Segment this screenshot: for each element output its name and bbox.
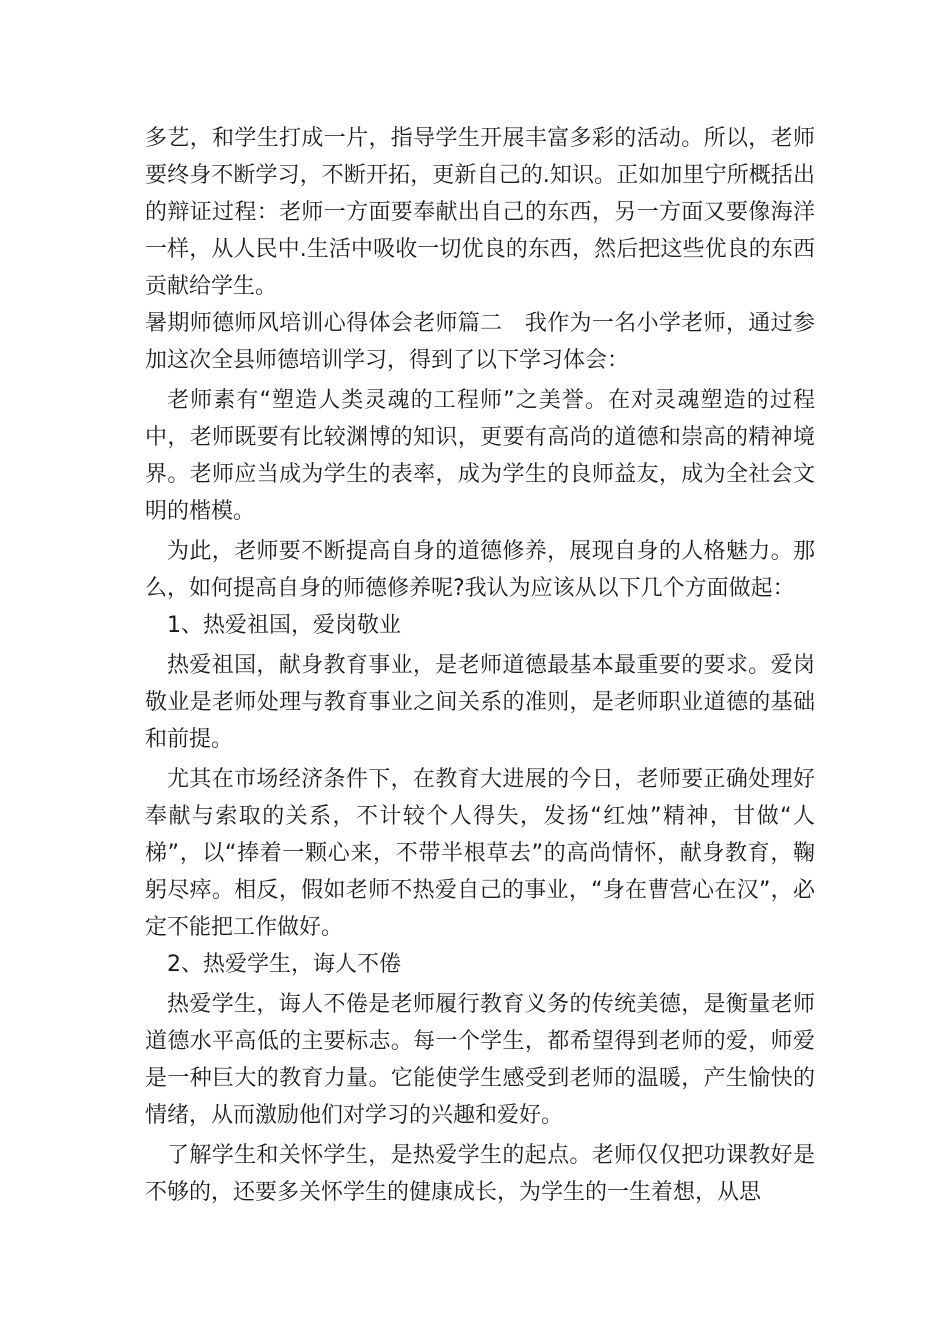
paragraph-section-title: 暑期师德师风培训心得体会老师篇二 我作为一名小学老师，通过参加这次全县师德培训学习，得到了以下学习体会： (145, 311, 815, 373)
section-heading: 2、热爱学生，诲人不倦 (167, 952, 401, 977)
paragraph: 热爱学生，诲人不倦是老师履行教育义务的传统美德，是衡量老师道德水平高低的主要标志。每一个学生，都希望得到老师的爱，师爱是一种巨大的教育力量。它能使学生感受到老师的温暖，产生愉快的情绪，从而激励他们对学习的兴趣和爱好。 (145, 992, 815, 1128)
paragraph: 了解学生和关怀学生，是热爱学生的起点。老师仅仅把功课教好是不够的，还要多关怀学生的健康成长，为学生的一生着想，从思 (145, 1143, 815, 1205)
document-body (145, 120, 815, 1211)
paragraph: 热爱祖国，献身教育事业，是老师道德最基本最重要的要求。爱岗敬业是老师处理与教育事业之间关系的准则，是老师职业道德的基础和前提。 (145, 653, 815, 752)
paragraph: 老师素有“塑造人类灵魂的工程师”之美誉。在对灵魂塑造的过程中，老师既要有比较渊博的知识，更要有高尚的道德和崇高的精神境界。老师应当成为学生的表率，成为学生的良师益友，成为全社会文明的楷模。 (145, 388, 815, 524)
paragraph: 为此，老师要不断提高自身的道德修养，展现自身的人格魅力。那么，如何提高自身的师德修养呢?我认为应该从以下几个方面做起： (145, 539, 815, 601)
paragraph: 尤其在市场经济条件下，在教育大进展的今日，老师要正确处理好奉献与索取的关系，不计较个人得失，发扬“红烛”精神，甘做“人梯”，以“捧着一颗心来，不带半根草去”的高尚情怀，献身教育，鞠躬尽瘁。相反，假如老师不热爱自己的事业，“身在曹营心在汉”，必定不能把工作做好。 (145, 767, 815, 940)
paragraph: 多艺，和学生打成一片，指导学生开展丰富多彩的活动。所以，老师要终身不断学习，不断开拓，更新自己的.知识。正如加里宁所概括出的辩证过程：老师一方面要奉献出自己的东西，另一方面又要像海洋一样，从人民中.生活中吸收一切优良的东西，然后把这些优良的东西贡献给学生。 (145, 126, 815, 299)
section-heading: 1、热爱祖国，爱岗敬业 (167, 613, 401, 638)
